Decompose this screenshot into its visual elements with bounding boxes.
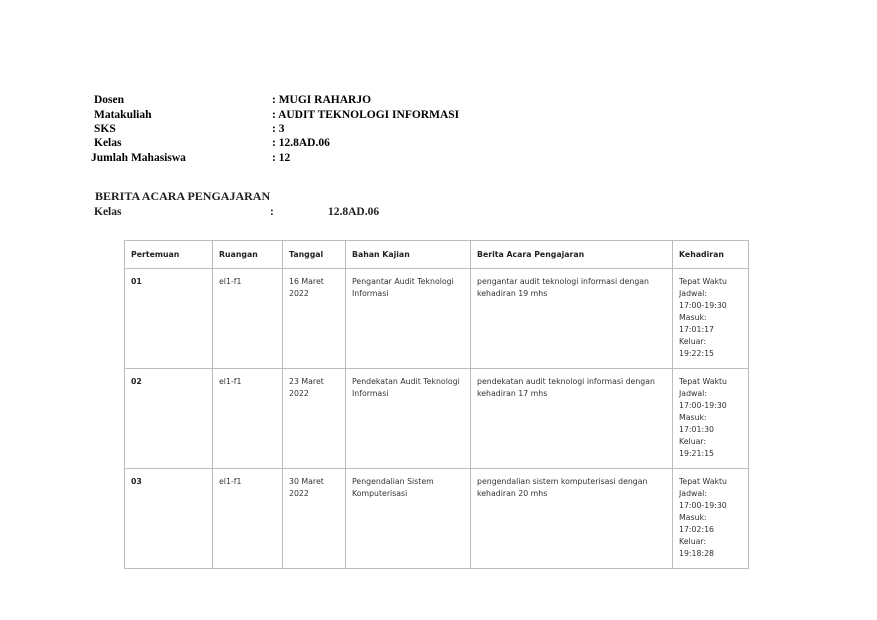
cell-berita-acara: pengantar audit teknologi informasi dengan kehadiran 19 mhs: [471, 269, 673, 369]
kehadiran-keluar-label: Keluar:: [679, 537, 707, 546]
section-kelas-value: 12.8AD.06: [328, 206, 380, 218]
header-berita-acara: Berita Acara Pengajaran: [471, 241, 673, 269]
cell-kehadiran: [673, 369, 749, 469]
section-title: BERITA ACARA PENGAJARAN: [95, 189, 271, 203]
cell-pertemuan: 03: [125, 469, 213, 569]
jumlah-mahasiswa-label: Jumlah Mahasiswa: [91, 152, 186, 164]
matakuliah-value: : AUDIT TEKNOLOGI INFORMASI: [272, 109, 460, 121]
kehadiran-masuk-value: 17:02:16: [679, 525, 715, 534]
cell-bahan-kajian: Pendekatan Audit Teknologi Informasi: [346, 369, 471, 469]
kelas-value: : 12.8AD.06: [272, 137, 330, 149]
sks-value: : 3: [272, 123, 285, 135]
cell-tanggal: 30 Maret 2022: [283, 469, 346, 569]
cell-pertemuan: 01: [125, 269, 213, 369]
dosen-value: : MUGI RAHARJO: [272, 94, 372, 106]
kehadiran-jadwal-value: 17:00-19:30: [679, 501, 727, 510]
section-kelas-colon: :: [270, 206, 274, 218]
kehadiran-masuk-value: 17:01:17: [679, 325, 715, 334]
sks-label: SKS: [94, 123, 116, 135]
cell-kehadiran: [673, 469, 749, 569]
kehadiran-jadwal-value: 17:00-19:30: [679, 401, 727, 410]
cell-ruangan: el1-f1: [213, 269, 283, 369]
kehadiran-jadwal-label: Jadwal:: [679, 289, 707, 298]
berita-acara-table: [124, 240, 749, 569]
kehadiran-keluar-value: 19:18:28: [679, 549, 715, 558]
cell-tanggal: 16 Maret 2022: [283, 269, 346, 369]
cell-ruangan: el1-f1: [213, 369, 283, 469]
table-row: [125, 369, 749, 469]
cell-pertemuan: 02: [125, 369, 213, 469]
kelas-label: Kelas: [94, 137, 122, 149]
kehadiran-keluar-value: 19:22:15: [679, 349, 715, 358]
header-kehadiran: Kehadiran: [673, 241, 749, 269]
cell-ruangan: el1-f1: [213, 469, 283, 569]
cell-kehadiran: [673, 269, 749, 369]
kehadiran-masuk-value: 17:01:30: [679, 425, 715, 434]
kehadiran-status: Tepat Waktu: [679, 277, 727, 286]
cell-bahan-kajian: Pengantar Audit Teknologi Informasi: [346, 269, 471, 369]
header-bahan-kajian: Bahan Kajian: [346, 241, 471, 269]
kehadiran-status: Tepat Waktu: [679, 477, 727, 486]
section-kelas-label: Kelas: [94, 206, 122, 218]
kehadiran-jadwal-value: 17:00-19:30: [679, 301, 727, 310]
kehadiran-keluar-value: 19:21:15: [679, 449, 715, 458]
table-row: [125, 469, 749, 569]
cell-tanggal: 23 Maret 2022: [283, 369, 346, 469]
matakuliah-label: Matakuliah: [94, 109, 152, 121]
kehadiran-jadwal-label: Jadwal:: [679, 389, 707, 398]
kehadiran-masuk-label: Masuk:: [679, 413, 707, 422]
cell-berita-acara: pendekatan audit teknologi informasi dengan kehadiran 17 mhs: [471, 369, 673, 469]
kehadiran-jadwal-label: Jadwal:: [679, 489, 707, 498]
table-row: [125, 269, 749, 369]
header-tanggal: Tanggal: [283, 241, 346, 269]
cell-bahan-kajian: Pengendalian Sistem Komputerisasi: [346, 469, 471, 569]
kehadiran-keluar-label: Keluar:: [679, 337, 707, 346]
dosen-label: Dosen: [94, 94, 125, 106]
kehadiran-masuk-label: Masuk:: [679, 313, 707, 322]
jumlah-mahasiswa-value: : 12: [272, 152, 291, 164]
kehadiran-status: Tepat Waktu: [679, 377, 727, 386]
kehadiran-keluar-label: Keluar:: [679, 437, 707, 446]
kehadiran-masuk-label: Masuk:: [679, 513, 707, 522]
header-ruangan: Ruangan: [213, 241, 283, 269]
table-header-row: [125, 241, 749, 269]
header-pertemuan: Pertemuan: [125, 241, 213, 269]
cell-berita-acara: pengendalian sistem komputerisasi dengan kehadiran 20 mhs: [471, 469, 673, 569]
